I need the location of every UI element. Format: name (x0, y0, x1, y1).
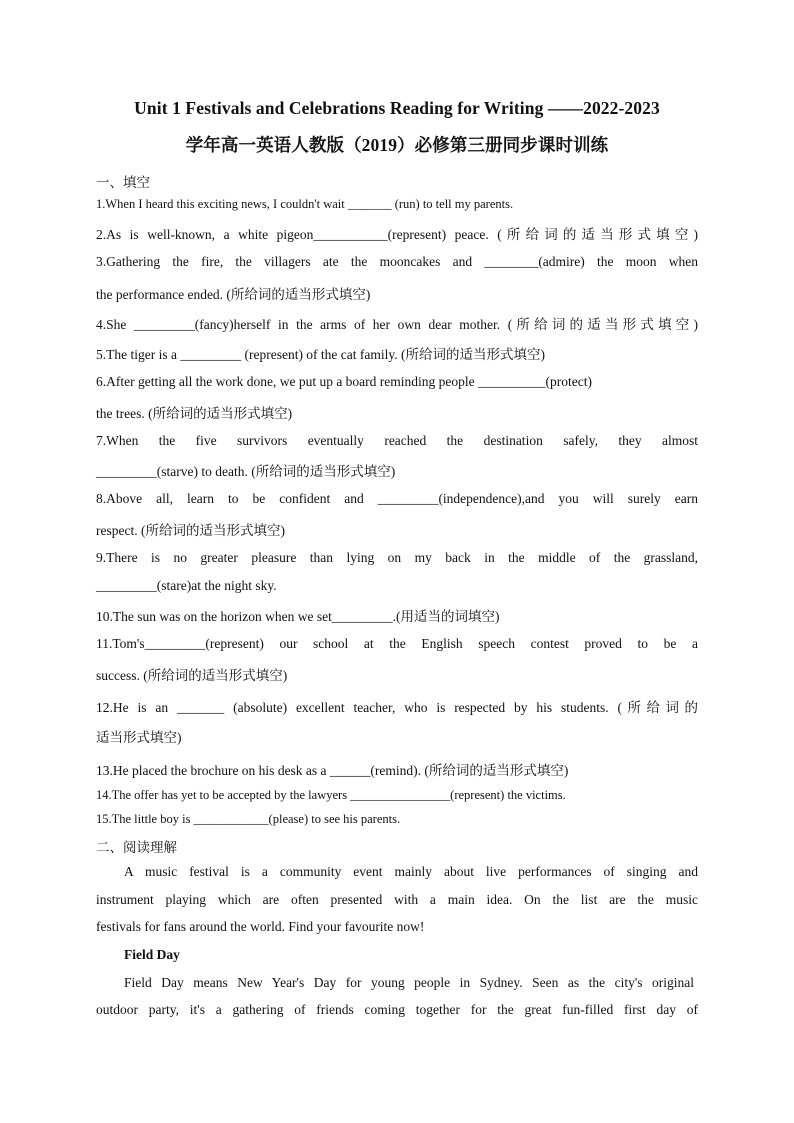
question-12-line-1: 12.He is an _______ (absolute) excellent teacher, who is respected by his students. (所给词的 (96, 700, 698, 715)
question-6-line-1: 6.After getting all the work done, we put up a board reminding people __________(protect) (96, 374, 592, 389)
question-4: 4.She _________(fancy)herself in the arms of her own dear mother. (所给词的适当形式填空) (96, 317, 698, 332)
question-11-line-1: 11.Tom's_________(represent) our school at the English speech contest proved to be a (96, 636, 698, 651)
question-3-line-1: 3.Gathering the fire, the villagers ate the mooncakes and ________(admire) the moon when (96, 254, 698, 269)
section-heading-reading: 二、阅读理解 (96, 840, 177, 855)
question-9-line-2: _________(stare)at the night sky. (96, 578, 277, 593)
title-line-1: Unit 1 Festivals and Celebrations Reading for Writing ——2022-2023 (134, 98, 660, 118)
passage-subheading: Field Day (124, 947, 180, 962)
question-3-line-2: the performance ended. (所给词的适当形式填空) (96, 287, 371, 302)
passage-line-4: Field Day means New Year's Day for young people in Sydney. Seen as the city's original (124, 975, 694, 990)
question-14: 14.The offer has yet to be accepted by the lawyers ________________(represent) the victims. (96, 788, 566, 802)
question-11-line-2: success. (所给词的适当形式填空) (96, 668, 288, 683)
title-line-2: 学年高一英语人教版（2019）必修第三册同步课时训练 (185, 135, 609, 155)
question-10: 10.The sun was on the horizon when we set_________.(用适当的词填空) (96, 609, 500, 624)
question-9-line-1: 9.There is no greater pleasure than lying on my back in the middle of the grassland, (96, 550, 698, 565)
question-13: 13.He placed the brochure on his desk as a ______(remind). (所给词的适当形式填空) (96, 763, 569, 778)
question-12-line-2: 适当形式填空) (96, 730, 182, 745)
question-7-line-2: _________(starve) to death. (所给词的适当形式填空) (96, 464, 396, 479)
question-1: 1.When I heard this exciting news, I couldn't wait _______ (run) to tell my parents. (96, 197, 514, 211)
question-6-line-2: the trees. (所给词的适当形式填空) (96, 406, 293, 421)
question-2: 2.As is well-known, a white pigeon___________(represent) peace. (所给词的适当形式填空) (96, 227, 698, 242)
question-8-line-2: respect. (所给词的适当形式填空) (96, 523, 285, 538)
passage-line-1: A music festival is a community event mainly about live performances of singing and (124, 864, 698, 879)
section-heading-fill-in: 一、填空 (96, 175, 150, 190)
question-5: 5.The tiger is a _________ (represent) of the cat family. (所给词的适当形式填空) (96, 347, 546, 362)
passage-line-3: festivals for fans around the world. Find your favourite now! (96, 919, 425, 934)
question-8-line-1: 8.Above all, learn to be confident and _________(independence),and you will surely earn (96, 491, 698, 506)
question-15: 15.The little boy is ____________(please) to see his parents. (96, 812, 401, 826)
passage-line-2: instrument playing which are often presented with a main idea. On the list are the music (96, 892, 698, 907)
passage-line-5: outdoor party, it's a gathering of friends coming together for the great fun-filled first day of (96, 1002, 698, 1017)
question-7-line-1: 7.When the five survivors eventually reached the destination safely, they almost (96, 433, 698, 448)
